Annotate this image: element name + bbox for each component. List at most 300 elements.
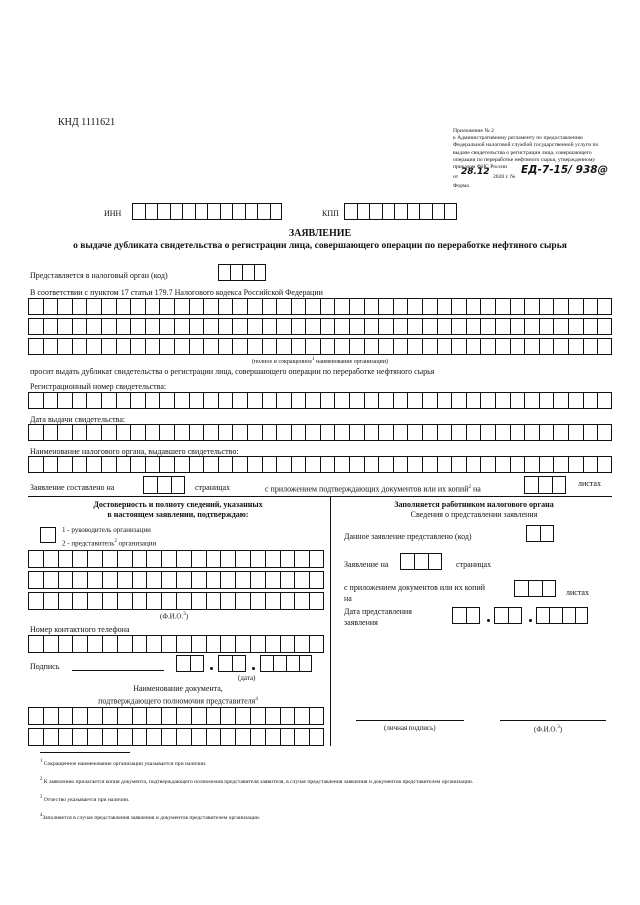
char-cell[interactable] — [116, 298, 131, 315]
char-cell[interactable] — [86, 338, 101, 355]
char-cell[interactable] — [117, 707, 132, 725]
char-cell[interactable] — [72, 728, 87, 746]
char-cell[interactable] — [393, 298, 408, 315]
char-cell[interactable] — [495, 318, 510, 335]
char-cell[interactable] — [597, 392, 612, 409]
char-cell[interactable] — [174, 338, 189, 355]
char-cell[interactable] — [235, 571, 250, 589]
char-cell[interactable] — [280, 707, 295, 725]
char-cell[interactable] — [191, 571, 206, 589]
char-cell[interactable] — [393, 456, 408, 473]
char-cell[interactable] — [364, 338, 379, 355]
char-cell[interactable] — [171, 476, 185, 494]
char-cell[interactable] — [189, 318, 204, 335]
char-cell[interactable] — [28, 592, 43, 610]
char-cell[interactable] — [132, 203, 145, 220]
char-cell[interactable] — [232, 392, 247, 409]
char-cell[interactable] — [437, 424, 452, 441]
char-cell[interactable] — [334, 318, 349, 335]
submit-date-year[interactable] — [536, 607, 588, 624]
char-cell[interactable] — [250, 571, 265, 589]
char-cell[interactable] — [132, 550, 147, 568]
char-cell[interactable] — [28, 338, 43, 355]
char-cell[interactable] — [43, 550, 58, 568]
char-cell[interactable] — [58, 635, 73, 653]
char-cell[interactable] — [407, 424, 422, 441]
char-cell[interactable] — [232, 318, 247, 335]
char-cell[interactable] — [597, 318, 612, 335]
char-cell[interactable] — [597, 298, 612, 315]
char-cell[interactable] — [299, 655, 312, 672]
char-cell[interactable] — [510, 424, 525, 441]
char-cell[interactable] — [146, 728, 161, 746]
char-cell[interactable] — [536, 607, 549, 624]
char-cell[interactable] — [161, 550, 176, 568]
char-cell[interactable] — [568, 392, 583, 409]
char-cell[interactable] — [28, 635, 43, 653]
char-cell[interactable] — [265, 592, 280, 610]
char-cell[interactable] — [235, 728, 250, 746]
char-cell[interactable] — [132, 707, 147, 725]
char-cell[interactable] — [276, 318, 291, 335]
personal-sign-line[interactable] — [356, 720, 464, 721]
char-cell[interactable] — [87, 635, 102, 653]
char-cell[interactable] — [58, 571, 73, 589]
char-cell[interactable] — [349, 424, 364, 441]
char-cell[interactable] — [43, 592, 58, 610]
char-cell[interactable] — [309, 728, 324, 746]
char-cell[interactable] — [553, 338, 568, 355]
char-cell[interactable] — [161, 728, 176, 746]
char-cell[interactable] — [191, 550, 206, 568]
char-cell[interactable] — [57, 318, 72, 335]
char-cell[interactable] — [235, 592, 250, 610]
char-cell[interactable] — [553, 318, 568, 335]
char-cell[interactable] — [43, 318, 58, 335]
char-cell[interactable] — [72, 424, 87, 441]
char-cell[interactable] — [305, 456, 320, 473]
char-cell[interactable] — [466, 456, 481, 473]
char-cell[interactable] — [260, 655, 273, 672]
char-cell[interactable] — [116, 318, 131, 335]
char-cell[interactable] — [294, 707, 309, 725]
char-cell[interactable] — [364, 456, 379, 473]
char-cell[interactable] — [145, 298, 160, 315]
char-cell[interactable] — [320, 338, 335, 355]
char-cell[interactable] — [176, 635, 191, 653]
right-fio-line[interactable] — [500, 720, 606, 721]
char-cell[interactable] — [28, 318, 43, 335]
char-cell[interactable] — [250, 592, 265, 610]
char-cell[interactable] — [161, 571, 176, 589]
char-cell[interactable] — [190, 655, 204, 672]
char-cell[interactable] — [117, 728, 132, 746]
char-cell[interactable] — [262, 318, 277, 335]
char-cell[interactable] — [552, 476, 566, 494]
char-cell[interactable] — [218, 456, 233, 473]
char-cell[interactable] — [116, 456, 131, 473]
char-cell[interactable] — [132, 728, 147, 746]
char-cell[interactable] — [195, 203, 208, 220]
char-cell[interactable] — [220, 728, 235, 746]
char-cell[interactable] — [422, 424, 437, 441]
char-cell[interactable] — [161, 707, 176, 725]
char-cell[interactable] — [86, 456, 101, 473]
char-cell[interactable] — [247, 424, 262, 441]
char-cell[interactable] — [176, 550, 191, 568]
char-cell[interactable] — [235, 635, 250, 653]
char-cell[interactable] — [466, 424, 481, 441]
char-cell[interactable] — [161, 592, 176, 610]
char-cell[interactable] — [102, 550, 117, 568]
char-cell[interactable] — [72, 298, 87, 315]
char-cell[interactable] — [43, 456, 58, 473]
char-cell[interactable] — [437, 392, 452, 409]
char-cell[interactable] — [116, 392, 131, 409]
char-cell[interactable] — [407, 298, 422, 315]
char-cell[interactable] — [276, 456, 291, 473]
char-cell[interactable] — [539, 318, 554, 335]
char-cell[interactable] — [320, 318, 335, 335]
char-cell[interactable] — [203, 298, 218, 315]
char-cell[interactable] — [174, 424, 189, 441]
char-cell[interactable] — [437, 298, 452, 315]
char-cell[interactable] — [86, 318, 101, 335]
char-cell[interactable] — [466, 607, 480, 624]
char-cell[interactable] — [176, 571, 191, 589]
char-cell[interactable] — [206, 550, 221, 568]
char-cell[interactable] — [539, 338, 554, 355]
char-cell[interactable] — [174, 392, 189, 409]
char-cell[interactable] — [553, 298, 568, 315]
char-cell[interactable] — [291, 338, 306, 355]
char-cell[interactable] — [43, 728, 58, 746]
org-name-row[interactable] — [28, 318, 612, 335]
char-cell[interactable] — [280, 728, 295, 746]
char-cell[interactable] — [159, 338, 174, 355]
char-cell[interactable] — [369, 203, 382, 220]
char-cell[interactable] — [334, 456, 349, 473]
char-cell[interactable] — [247, 298, 262, 315]
char-cell[interactable] — [176, 592, 191, 610]
char-cell[interactable] — [218, 264, 230, 281]
char-cell[interactable] — [510, 456, 525, 473]
authority-name-boxes[interactable] — [28, 456, 612, 473]
char-cell[interactable] — [305, 298, 320, 315]
char-cell[interactable] — [206, 707, 221, 725]
issue-date-boxes[interactable] — [28, 424, 612, 441]
char-cell[interactable] — [72, 707, 87, 725]
char-cell[interactable] — [568, 318, 583, 335]
char-cell[interactable] — [245, 203, 258, 220]
kpp-boxes[interactable] — [344, 203, 457, 220]
char-cell[interactable] — [524, 392, 539, 409]
char-cell[interactable] — [320, 298, 335, 315]
char-cell[interactable] — [364, 392, 379, 409]
char-cell[interactable] — [146, 571, 161, 589]
char-cell[interactable] — [117, 550, 132, 568]
char-cell[interactable] — [232, 338, 247, 355]
char-cell[interactable] — [230, 264, 242, 281]
char-cell[interactable] — [145, 318, 160, 335]
char-cell[interactable] — [72, 571, 87, 589]
char-cell[interactable] — [480, 424, 495, 441]
char-cell[interactable] — [132, 635, 147, 653]
char-cell[interactable] — [276, 392, 291, 409]
char-cell[interactable] — [57, 298, 72, 315]
char-cell[interactable] — [294, 592, 309, 610]
char-cell[interactable] — [28, 456, 43, 473]
char-cell[interactable] — [495, 338, 510, 355]
char-cell[interactable] — [524, 476, 538, 494]
char-cell[interactable] — [116, 338, 131, 355]
char-cell[interactable] — [451, 298, 466, 315]
doc-name-row[interactable] — [28, 728, 324, 746]
char-cell[interactable] — [43, 635, 58, 653]
char-cell[interactable] — [414, 553, 428, 570]
char-cell[interactable] — [494, 607, 508, 624]
char-cell[interactable] — [305, 424, 320, 441]
char-cell[interactable] — [176, 655, 190, 672]
char-cell[interactable] — [480, 456, 495, 473]
char-cell[interactable] — [87, 592, 102, 610]
char-cell[interactable] — [203, 392, 218, 409]
char-cell[interactable] — [28, 550, 43, 568]
char-cell[interactable] — [159, 298, 174, 315]
char-cell[interactable] — [265, 550, 280, 568]
char-cell[interactable] — [378, 318, 393, 335]
char-cell[interactable] — [597, 424, 612, 441]
phone-boxes[interactable] — [28, 635, 324, 653]
char-cell[interactable] — [305, 392, 320, 409]
char-cell[interactable] — [146, 635, 161, 653]
char-cell[interactable] — [130, 456, 145, 473]
signature-line[interactable] — [72, 670, 164, 671]
char-cell[interactable] — [549, 607, 562, 624]
char-cell[interactable] — [524, 298, 539, 315]
char-cell[interactable] — [294, 571, 309, 589]
char-cell[interactable] — [28, 424, 43, 441]
char-cell[interactable] — [218, 338, 233, 355]
char-cell[interactable] — [72, 338, 87, 355]
char-cell[interactable] — [305, 318, 320, 335]
char-cell[interactable] — [320, 392, 335, 409]
char-cell[interactable] — [143, 476, 157, 494]
char-cell[interactable] — [58, 550, 73, 568]
char-cell[interactable] — [349, 338, 364, 355]
char-cell[interactable] — [242, 264, 254, 281]
char-cell[interactable] — [480, 298, 495, 315]
char-cell[interactable] — [291, 456, 306, 473]
char-cell[interactable] — [451, 424, 466, 441]
char-cell[interactable] — [117, 571, 132, 589]
char-cell[interactable] — [72, 635, 87, 653]
char-cell[interactable] — [524, 424, 539, 441]
char-cell[interactable] — [159, 392, 174, 409]
char-cell[interactable] — [102, 571, 117, 589]
char-cell[interactable] — [28, 392, 43, 409]
char-cell[interactable] — [583, 456, 598, 473]
char-cell[interactable] — [524, 318, 539, 335]
char-cell[interactable] — [101, 456, 116, 473]
char-cell[interactable] — [538, 476, 552, 494]
char-cell[interactable] — [422, 392, 437, 409]
char-cell[interactable] — [72, 456, 87, 473]
char-cell[interactable] — [437, 338, 452, 355]
char-cell[interactable] — [575, 607, 588, 624]
char-cell[interactable] — [262, 392, 277, 409]
char-cell[interactable] — [286, 655, 299, 672]
char-cell[interactable] — [334, 338, 349, 355]
char-cell[interactable] — [250, 728, 265, 746]
char-cell[interactable] — [101, 318, 116, 335]
char-cell[interactable] — [58, 707, 73, 725]
char-cell[interactable] — [393, 392, 408, 409]
char-cell[interactable] — [220, 203, 233, 220]
char-cell[interactable] — [495, 424, 510, 441]
char-cell[interactable] — [568, 456, 583, 473]
char-cell[interactable] — [553, 424, 568, 441]
char-cell[interactable] — [72, 318, 87, 335]
submit-date-month[interactable] — [494, 607, 522, 624]
char-cell[interactable] — [87, 728, 102, 746]
char-cell[interactable] — [218, 424, 233, 441]
char-cell[interactable] — [583, 424, 598, 441]
char-cell[interactable] — [378, 298, 393, 315]
char-cell[interactable] — [407, 203, 420, 220]
char-cell[interactable] — [232, 424, 247, 441]
fio-row[interactable] — [28, 550, 324, 568]
char-cell[interactable] — [117, 592, 132, 610]
char-cell[interactable] — [159, 456, 174, 473]
char-cell[interactable] — [87, 571, 102, 589]
char-cell[interactable] — [357, 203, 370, 220]
char-cell[interactable] — [189, 424, 204, 441]
char-cell[interactable] — [206, 571, 221, 589]
char-cell[interactable] — [57, 392, 72, 409]
char-cell[interactable] — [364, 298, 379, 315]
char-cell[interactable] — [273, 655, 286, 672]
char-cell[interactable] — [145, 424, 160, 441]
char-cell[interactable] — [378, 424, 393, 441]
char-cell[interactable] — [174, 456, 189, 473]
char-cell[interactable] — [203, 424, 218, 441]
char-cell[interactable] — [542, 580, 556, 597]
char-cell[interactable] — [257, 203, 270, 220]
char-cell[interactable] — [480, 338, 495, 355]
char-cell[interactable] — [422, 456, 437, 473]
char-cell[interactable] — [247, 338, 262, 355]
char-cell[interactable] — [495, 392, 510, 409]
char-cell[interactable] — [451, 392, 466, 409]
char-cell[interactable] — [232, 203, 245, 220]
char-cell[interactable] — [43, 707, 58, 725]
char-cell[interactable] — [510, 298, 525, 315]
char-cell[interactable] — [400, 553, 414, 570]
char-cell[interactable] — [568, 338, 583, 355]
char-cell[interactable] — [87, 707, 102, 725]
char-cell[interactable] — [262, 338, 277, 355]
char-cell[interactable] — [254, 264, 266, 281]
char-cell[interactable] — [562, 607, 575, 624]
char-cell[interactable] — [102, 707, 117, 725]
char-cell[interactable] — [393, 424, 408, 441]
char-cell[interactable] — [174, 298, 189, 315]
char-cell[interactable] — [309, 635, 324, 653]
org-name-row[interactable] — [28, 338, 612, 355]
char-cell[interactable] — [189, 298, 204, 315]
char-cell[interactable] — [102, 635, 117, 653]
char-cell[interactable] — [218, 318, 233, 335]
char-cell[interactable] — [349, 456, 364, 473]
char-cell[interactable] — [451, 456, 466, 473]
char-cell[interactable] — [247, 456, 262, 473]
char-cell[interactable] — [145, 456, 160, 473]
char-cell[interactable] — [407, 392, 422, 409]
sign-date-year[interactable] — [260, 655, 312, 672]
char-cell[interactable] — [539, 456, 554, 473]
char-cell[interactable] — [539, 392, 554, 409]
char-cell[interactable] — [265, 571, 280, 589]
char-cell[interactable] — [132, 592, 147, 610]
char-cell[interactable] — [378, 338, 393, 355]
char-cell[interactable] — [309, 707, 324, 725]
char-cell[interactable] — [191, 707, 206, 725]
char-cell[interactable] — [280, 592, 295, 610]
char-cell[interactable] — [182, 203, 195, 220]
char-cell[interactable] — [305, 338, 320, 355]
char-cell[interactable] — [130, 392, 145, 409]
char-cell[interactable] — [191, 592, 206, 610]
char-cell[interactable] — [207, 203, 220, 220]
char-cell[interactable] — [101, 298, 116, 315]
char-cell[interactable] — [294, 550, 309, 568]
org-name-row[interactable] — [28, 298, 612, 315]
char-cell[interactable] — [203, 456, 218, 473]
char-cell[interactable] — [344, 203, 357, 220]
char-cell[interactable] — [466, 298, 481, 315]
char-cell[interactable] — [309, 571, 324, 589]
char-cell[interactable] — [568, 298, 583, 315]
char-cell[interactable] — [466, 318, 481, 335]
char-cell[interactable] — [130, 298, 145, 315]
char-cell[interactable] — [349, 392, 364, 409]
char-cell[interactable] — [553, 392, 568, 409]
sign-date-day[interactable] — [176, 655, 204, 672]
char-cell[interactable] — [28, 571, 43, 589]
char-cell[interactable] — [102, 592, 117, 610]
char-cell[interactable] — [262, 298, 277, 315]
char-cell[interactable] — [146, 550, 161, 568]
char-cell[interactable] — [28, 728, 43, 746]
char-cell[interactable] — [232, 655, 246, 672]
char-cell[interactable] — [334, 424, 349, 441]
char-cell[interactable] — [218, 392, 233, 409]
char-cell[interactable] — [524, 456, 539, 473]
char-cell[interactable] — [161, 635, 176, 653]
char-cell[interactable] — [116, 424, 131, 441]
char-cell[interactable] — [28, 707, 43, 725]
char-cell[interactable] — [407, 318, 422, 335]
submit-date-day[interactable] — [452, 607, 480, 624]
char-cell[interactable] — [364, 424, 379, 441]
signer-type-box[interactable] — [40, 527, 56, 543]
char-cell[interactable] — [294, 635, 309, 653]
char-cell[interactable] — [291, 424, 306, 441]
char-cell[interactable] — [597, 338, 612, 355]
right-sheets-count[interactable] — [514, 580, 556, 597]
char-cell[interactable] — [583, 298, 598, 315]
